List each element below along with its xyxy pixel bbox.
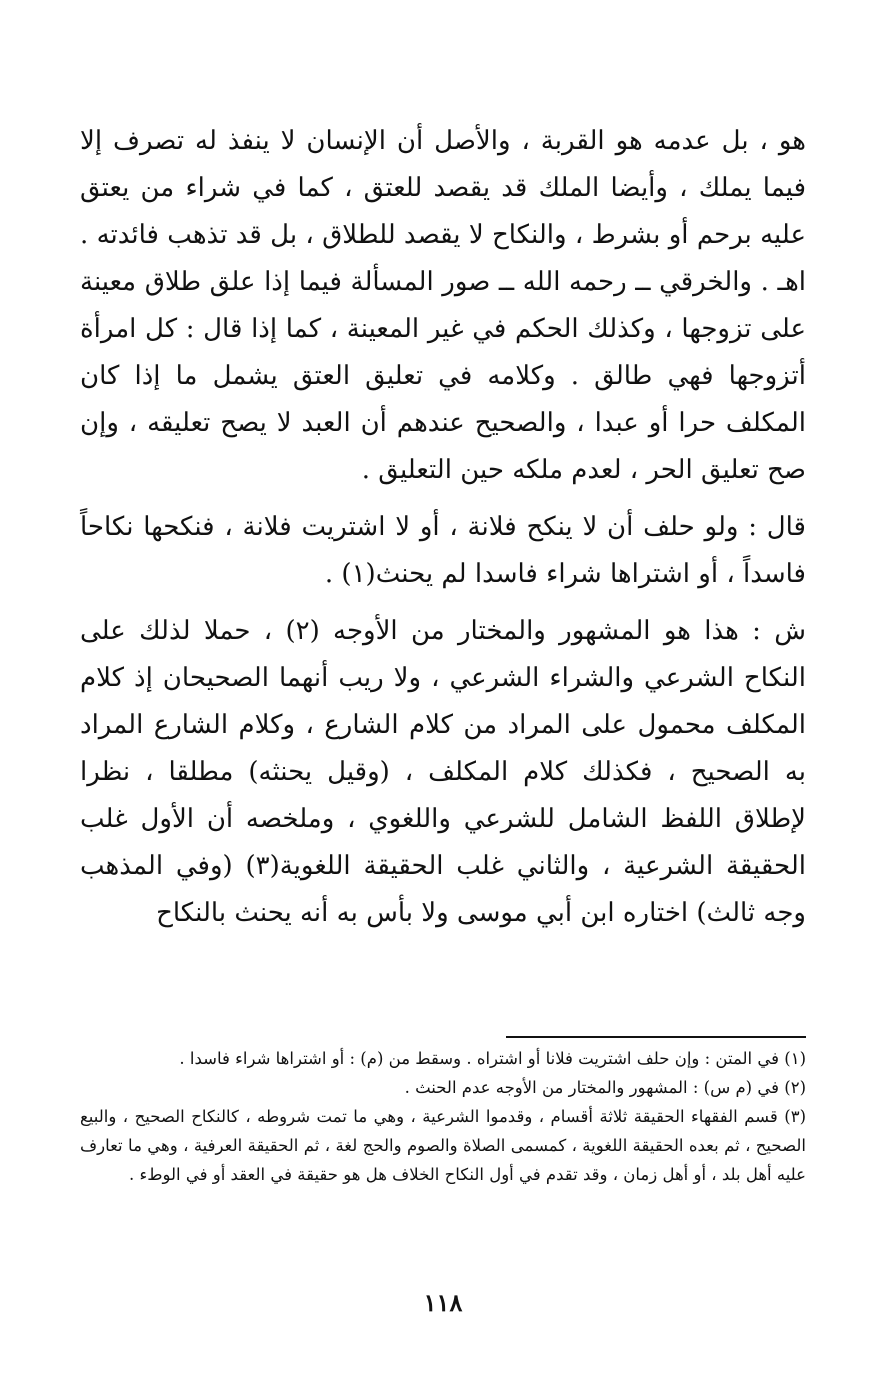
footnote-1: (١) في المتن : وإن حلف اشتريت فلانا أو اشتراه . وسقط من (م) : أو اشتراها شراء فاسدا . bbox=[179, 1049, 806, 1068]
paragraph-2: قال : ولو حلف أن لا ينكح فلانة ، أو لا اشتريت فلانة ، فنكحها نكاحاً فاسداً ، أو اشتراها شراء فاسدا لم يحنث(١) . bbox=[80, 512, 806, 589]
footnotes bbox=[80, 1044, 806, 1189]
book-page bbox=[80, 118, 806, 1368]
footnote-2: (٢) في (م س) : المشهور والمختار من الأوجه عدم الحنث . bbox=[404, 1078, 806, 1097]
paragraph-1: هو ، بل عدمه هو القربة ، والأصل أن الإنسان لا ينفذ له تصرف إلا فيما يملك ، وأيضا الملك قد يقصد للعتق ، كما في شراء من يعتق عليه برحم أو بشرط ، والنكاح لا يقصد للطلاق ، بل قد تذهب فائدته . اهـ . والخرقي ــ رحمه الله ــ صور المسألة فيما إذا علق طلاق معينة على تزوجها ، وكذلك الحكم في غير المعينة ، كما إذا قال : كل امرأة أتزوجها فهي طالق . وكلامه في تعليق العتق يشمل ما إذا كان المكلف حرا أو عبدا ، والصحيح عندهم أن العبد لا يصح تعليقه ، وإن صح تعليق الحر ، لعدم ملكه حين التعليق . bbox=[80, 126, 806, 485]
page-number: ١١٨ bbox=[423, 1288, 463, 1317]
paragraph-3: ش : هذا هو المشهور والمختار من الأوجه (٢) ، حملا لذلك على النكاح الشرعي والشراء الشرعي ، ولا ريب أنهما الصحيحان إذ كلام المكلف محمول على المراد من كلام الشارع ، وكلام الشارع المراد به الصحيح ، فكذلك كلام المكلف ، (وقيل يحنثه) مطلقا ، نظرا لإطلاق اللفظ الشامل للشرعي واللغوي ، وملخصه أن الأول غلب الحقيقة الشرعية ، والثاني غلب الحقيقة اللغوية(٣) (وفي المذهب وجه ثالث) اختاره ابن أبي موسى ولا بأس به أنه يحنث بالنكاح bbox=[80, 616, 806, 928]
main-text bbox=[80, 118, 806, 937]
footnote-3: (٣) قسم الفقهاء الحقيقة ثلاثة أقسام ، وقدموا الشرعية ، وهي ما تمت شروطه ، كالنكاح الصحيح ، والبيع الصحيح ، ثم بعده الحقيقة اللغوية ، كمسمى الصلاة والصوم والحج لغة ، ثم الحقيقة العرفية ، وهي ما تعارف عليه أهل بلد ، أو أهل زمان ، وقد تقدم في أول النكاح الخلاف هل هو حقيقة في العقد أو في الوطء . bbox=[80, 1107, 806, 1184]
footnote-separator bbox=[506, 1036, 806, 1038]
